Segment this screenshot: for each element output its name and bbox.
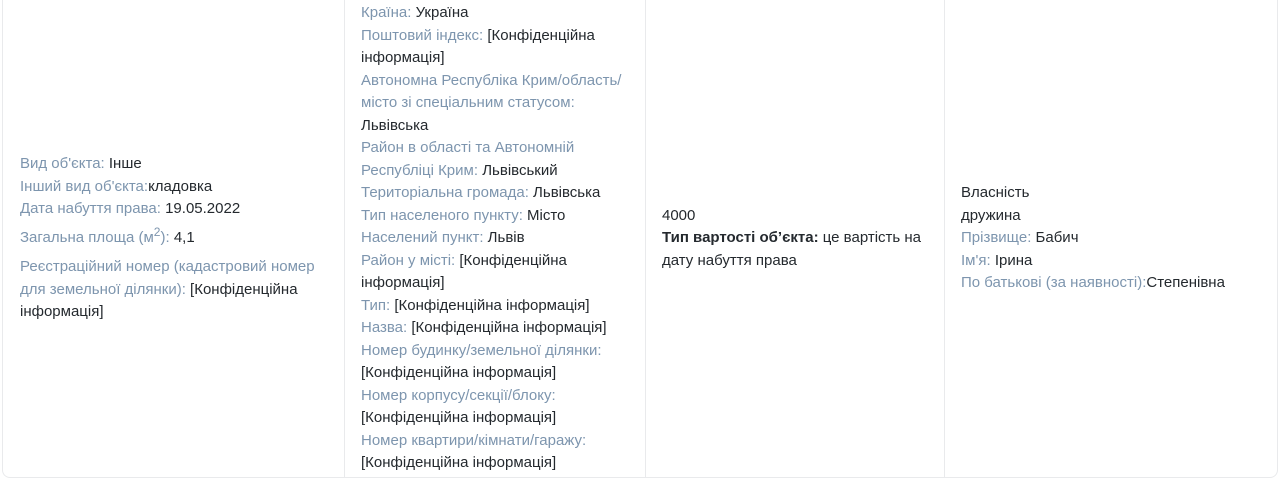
ownership-type: Власність [961, 184, 1030, 202]
field-label: Інший вид об'єкта: [20, 177, 149, 195]
value-amount: 4000 [662, 206, 696, 224]
field [20, 176, 328, 199]
field-label: Територіальна громада: [361, 184, 534, 202]
value-type-text: це вартість на дату набуття права [662, 229, 922, 269]
field-value: Україна [415, 4, 469, 22]
object-fields [20, 153, 328, 324]
field-label: Дата набуття права: [20, 200, 166, 218]
field [361, 430, 629, 475]
field-value: Бабич [1035, 229, 1079, 247]
field-label: Загальна площа (м [20, 228, 154, 246]
field-label: Район в області та Автономній Республіці Крим: [361, 139, 575, 179]
field [361, 317, 629, 340]
cell-location-info [345, 0, 646, 477]
field-label: Район у місті: [361, 251, 460, 269]
field-label: Номер будинку/земельної ділянки: [361, 341, 602, 359]
field [361, 295, 629, 318]
field-value: 19.05.2022 [165, 200, 241, 218]
field-label: Тип населеного пункту: [361, 206, 528, 224]
cell-value-info [646, 0, 945, 477]
field-value: кладовка [148, 177, 213, 195]
owner-fields [961, 227, 1261, 295]
field [20, 198, 328, 221]
field-label: Поштовий індекс: [361, 26, 488, 44]
field-label: Ім'я: [961, 251, 995, 269]
cell-object-info [3, 0, 345, 477]
field [961, 250, 1261, 273]
field-label: По батькові (за наявності): [961, 274, 1147, 292]
field-value: Степенівна [1146, 274, 1225, 292]
field-value: [Конфіденційна інформація] [361, 251, 567, 292]
field [961, 227, 1261, 250]
field [961, 272, 1261, 295]
cell-rights-info [945, 0, 1277, 477]
field-value: Львівський [482, 161, 558, 179]
field-value: Львівська [533, 184, 601, 202]
field-value: Ірина [994, 251, 1033, 269]
field [361, 340, 629, 385]
field-label-cont: ): [160, 228, 174, 246]
location-fields [361, 2, 629, 475]
field-value: Місто [527, 206, 566, 224]
field-label: Номер корпусу/секції/блоку: [361, 386, 556, 404]
field [361, 70, 629, 138]
field [361, 25, 629, 70]
value-type-label: Тип вартості об’єкта: [662, 229, 819, 247]
field-label: Населений пункт: [361, 229, 488, 247]
field [361, 205, 629, 228]
value-type-line [662, 227, 928, 272]
field [20, 153, 328, 176]
field-value: [Конфіденційна інформація] [361, 454, 557, 472]
field [361, 250, 629, 295]
owner-relation: дружина [961, 206, 1021, 224]
field-label: Номер квартири/кімнати/гаражу: [361, 431, 587, 449]
field-value: [Конфіденційна інформація] [361, 364, 557, 382]
field-value: Інше [108, 155, 142, 173]
field [361, 385, 629, 430]
field-value: [Конфіденційна інформація] [411, 319, 607, 337]
field-label: Автономна Республіка Крим/область/місто зі спеціальним статусом: [361, 71, 622, 112]
field-value: [Конфіденційна інформація] [361, 26, 595, 67]
field-value: [Конфіденційна інформація] [361, 409, 557, 427]
field [361, 2, 629, 25]
field [20, 221, 328, 250]
estate-declaration-row [2, 0, 1278, 478]
field [361, 227, 629, 250]
field-value: 4,1 [173, 228, 195, 246]
field-value: [Конфіденційна інформація] [394, 296, 590, 314]
field-value: Львівська [361, 116, 429, 134]
superscript: 2 [153, 224, 161, 239]
field-label: Назва: [361, 319, 412, 337]
field-label: Тип: [361, 296, 395, 314]
field-label: Країна: [361, 4, 416, 22]
field-value: Львів [487, 229, 525, 247]
field [361, 182, 629, 205]
field-label: Реєстраційний номер (кадастровий номер для земельної ділянки): [20, 258, 315, 298]
field-value: [Конфіденційна інформація] [20, 280, 298, 321]
field-label: Прізвище: [961, 229, 1036, 247]
field-label: Вид об'єкта: [20, 155, 109, 173]
field [361, 137, 629, 182]
field [20, 256, 328, 324]
